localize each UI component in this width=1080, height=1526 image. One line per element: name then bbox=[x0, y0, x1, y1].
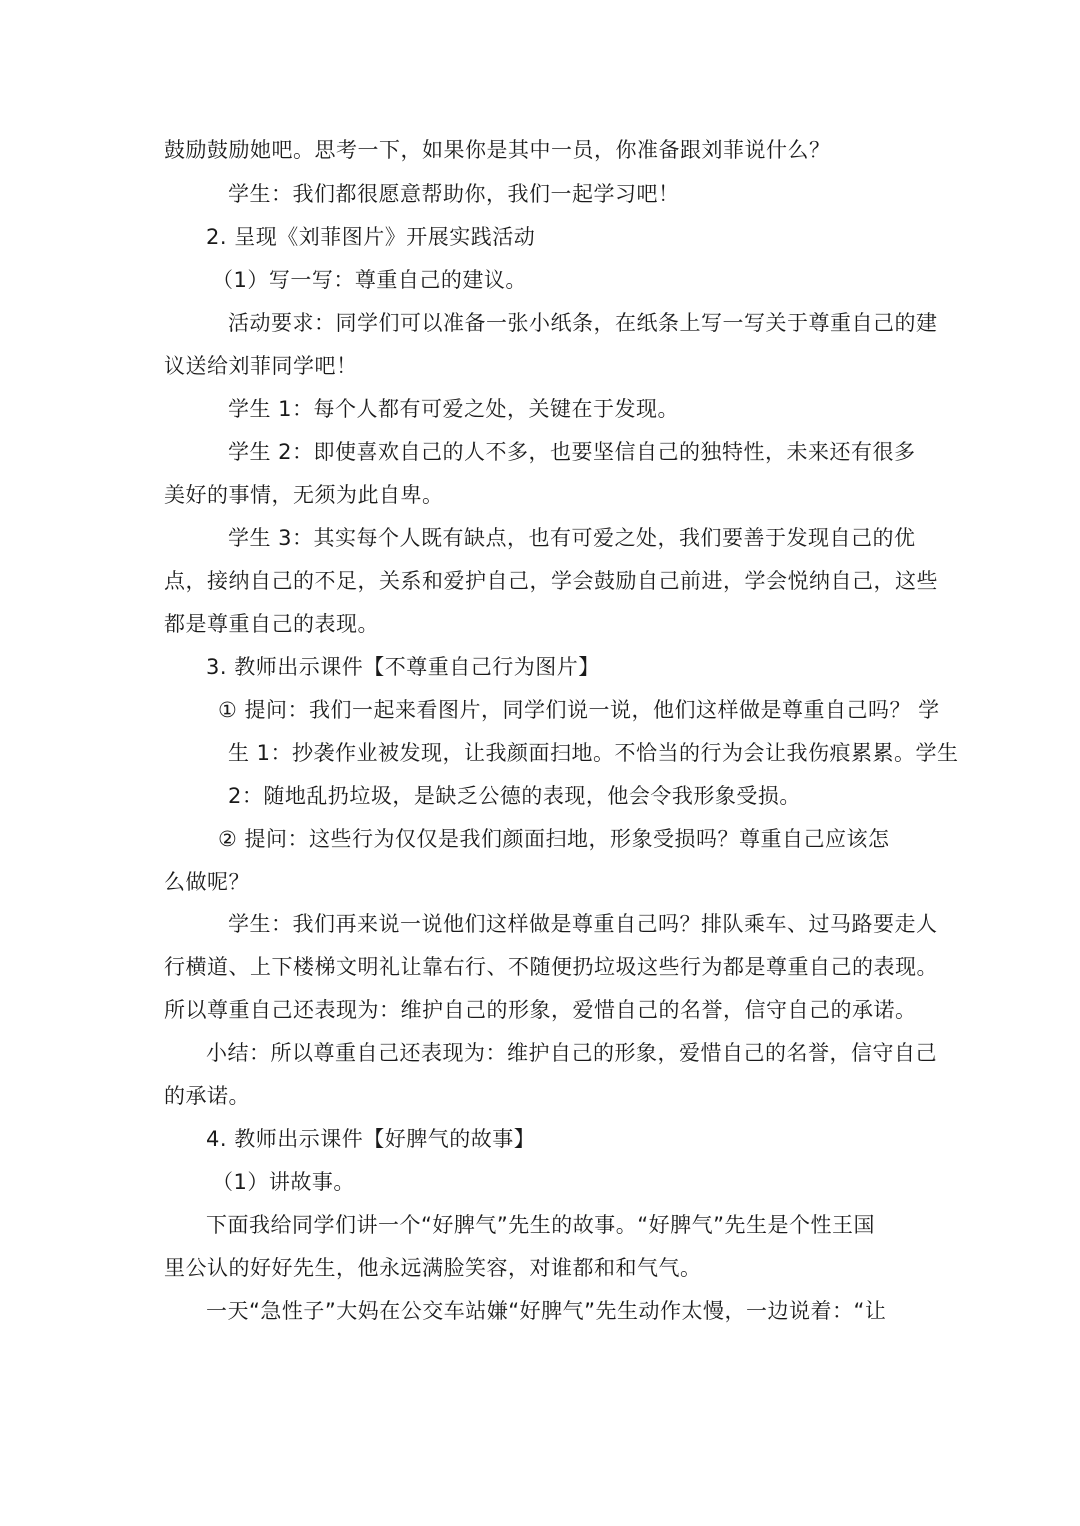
summary-line: 小结：所以尊重自己还表现为：维护自己的形象，爱惜自己的名誉，信守自己 bbox=[206, 1041, 937, 1065]
paragraph-line: 一天“急性子”大妈在公交车站嫌“好脾气”先生动作太慢，一边说着：“让 bbox=[206, 1299, 887, 1323]
subsection-heading: （1）讲故事。 bbox=[212, 1170, 355, 1194]
subsection-heading: （1）写一写：尊重自己的建议。 bbox=[212, 268, 527, 292]
paragraph-line: 2：随地乱扔垃圾，是缺乏公德的表现，他会令我形象受损。 bbox=[228, 784, 801, 808]
paragraph-line: 么做呢？ bbox=[164, 870, 250, 894]
paragraph-line: 活动要求：同学们可以准备一张小纸条，在纸条上写一写关于尊重自己的建 bbox=[228, 311, 938, 335]
section-heading: 4. 教师出示课件【好脾气的故事】 bbox=[206, 1127, 536, 1151]
paragraph-line: 行横道、上下楼梯文明礼让靠右行、不随便扔垃圾这些行为都是尊重自己的表现。 bbox=[164, 955, 938, 979]
section-heading: 3. 教师出示课件【不尊重自己行为图片】 bbox=[206, 655, 600, 679]
paragraph-line: 下面我给同学们讲一个“好脾气”先生的故事。“好脾气”先生是个性王国 bbox=[206, 1213, 876, 1237]
paragraph-line: 都是尊重自己的表现。 bbox=[164, 612, 379, 636]
paragraph-line: 学生：我们再来说一说他们这样做是尊重自己吗？排队乘车、过马路要走人 bbox=[228, 912, 938, 936]
paragraph-line: 议送给刘菲同学吧！ bbox=[164, 354, 358, 378]
section-heading: 2. 呈现《刘菲图片》开展实践活动 bbox=[206, 225, 536, 249]
paragraph-line: 所以尊重自己还表现为：维护自己的形象，爱惜自己的名誉，信守自己的承诺。 bbox=[164, 998, 917, 1022]
paragraph-line: ① 提问：我们一起来看图片，同学们说一说，他们这样做是尊重自己吗？ 学 bbox=[218, 698, 940, 722]
paragraph-line: 学生 3：其实每个人既有缺点，也有可爱之处，我们要善于发现自己的优 bbox=[228, 526, 916, 550]
paragraph-line: 学生：我们都很愿意帮助你，我们一起学习吧！ bbox=[228, 182, 680, 206]
paragraph-line: 学生 1：每个人都有可爱之处，关键在于发现。 bbox=[228, 397, 680, 421]
paragraph-line: ② 提问：这些行为仅仅是我们颜面扫地，形象受损吗？尊重自己应该怎 bbox=[218, 827, 890, 851]
paragraph-line: 生 1：抄袭作业被发现，让我颜面扫地。不恰当的行为会让我伤痕累累。学生 bbox=[228, 741, 959, 765]
paragraph-line: 学生 2：即使喜欢自己的人不多，也要坚信自己的独特性，未来还有很多 bbox=[228, 440, 916, 464]
paragraph-line: 里公认的好好先生，他永远满脸笑容，对谁都和和气气。 bbox=[164, 1256, 702, 1280]
paragraph-line: 美好的事情，无须为此自卑。 bbox=[164, 483, 444, 507]
paragraph-line: 点，接纳自己的不足，关系和爱护自己，学会鼓励自己前进，学会悦纳自己，这些 bbox=[164, 569, 938, 593]
summary-line: 的承诺。 bbox=[164, 1084, 250, 1108]
paragraph-line: 鼓励鼓励她吧。思考一下，如果你是其中一员，你准备跟刘菲说什么？ bbox=[164, 138, 831, 162]
